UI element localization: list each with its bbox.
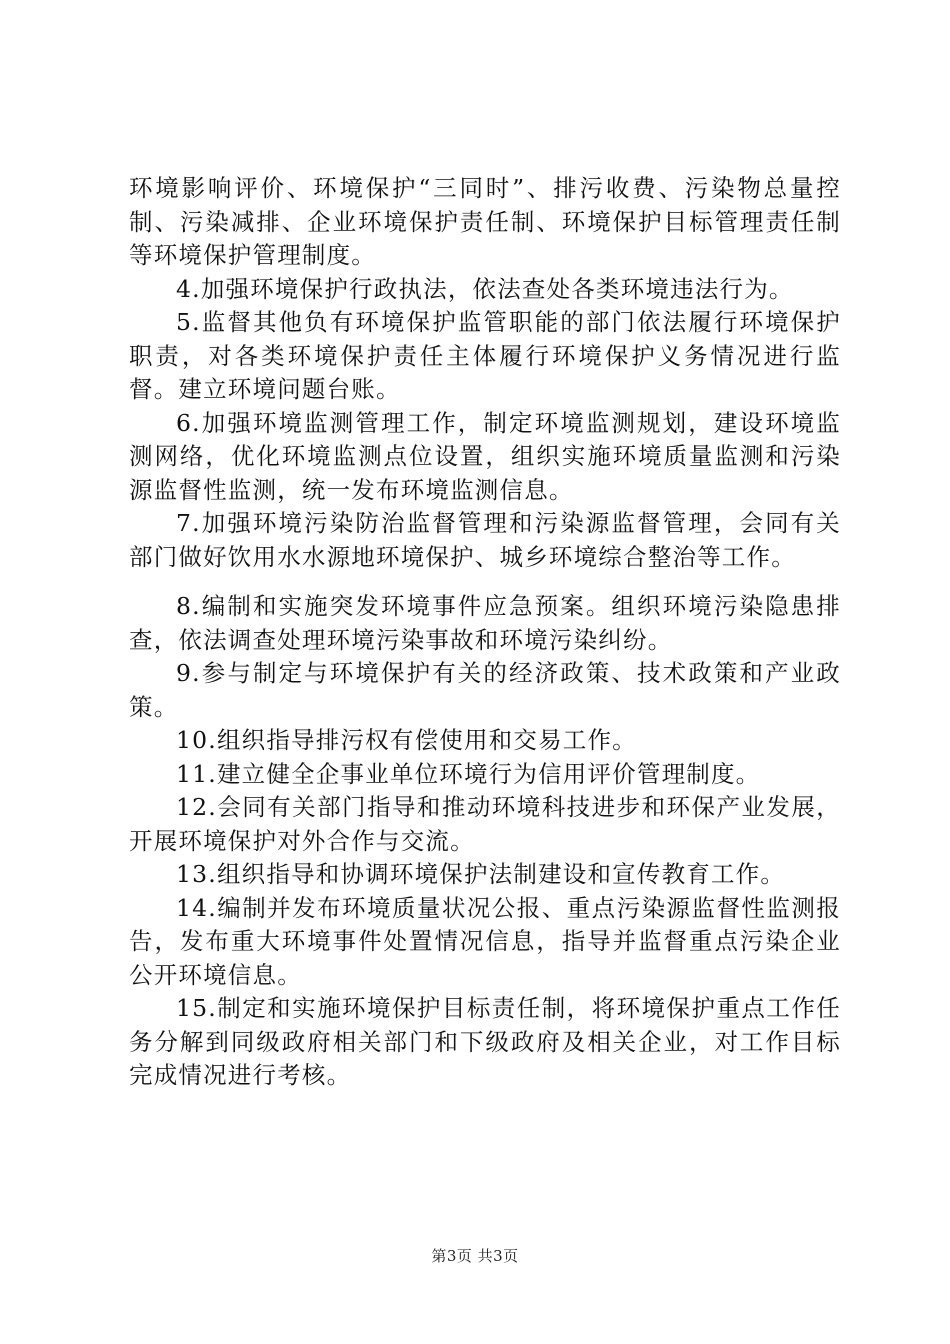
paragraph-item-14: 14.编制并发布环境质量状况公报、重点污染源监督性监测报告，发布重大环境事件处置情况信息，指导并监督重点污染企业公开环境信息。 — [129, 893, 841, 989]
paragraph-item-5: 5.监督其他负有环境保护监管职能的部门依法履行环境保护职责，对各类环境保护责任主体履行环境保护义务情况进行监督。建立环境问题台账。 — [129, 308, 841, 403]
page-footer: 第3页 共3页 — [431, 1247, 519, 1265]
paragraph-item-12: 12.会同有关部门指导和推动环境科技进步和环保产业发展，开展环境保护对外合作与交流。 — [129, 793, 841, 855]
paragraph-item-13: 13.组织指导和协调环境保护法制建设和宣传教育工作。 — [176, 860, 786, 888]
paragraph-item-9: 9.参与制定与环境保护有关的经济政策、技术政策和产业政策。 — [129, 659, 841, 721]
paragraph-item-15: 15.制定和实施环境保护目标责任制，将环境保护重点工作任务分解到同级政府相关部门和下级政府及相关企业，对工作目标完成情况进行考核。 — [129, 994, 841, 1089]
paragraph-spacer — [129, 574, 841, 590]
paragraph-item-10: 10.组织指导排污权有偿使用和交易工作。 — [176, 726, 637, 754]
paragraph-item-8: 8.编制和实施突发环境事件应急预案。组织环境污染隐患排查，依法调查处理环境污染事故和环境污染纠纷。 — [129, 592, 841, 654]
paragraph-item-11: 11.建立健全企事业单位环境行为信用评价管理制度。 — [176, 759, 761, 788]
paragraph-item-7: 7.加强环境污染防治监督管理和污染源监督管理，会同有关部门做好饮用水水源地环境保护、城乡环境综合整治等工作。 — [129, 509, 841, 571]
paragraph-continuation: 环境影响评价、环境保护“三同时”、排污收费、污染物总量控制、污染减排、企业环境保护责任制、环境保护目标管理责任制等环境保护管理制度。 — [129, 174, 841, 269]
document-body — [129, 172, 841, 1093]
paragraph-item-4: 4.加强环境保护行政执法，依法查处各类环境违法行为。 — [176, 274, 794, 303]
paragraph-item-6: 6.加强环境监测管理工作，制定环境监测规划，建设环境监测网络，优化环境监测点位设置，组织实施环境质量监测和污染源监督性监测，统一发布环境监测信息。 — [129, 408, 841, 504]
